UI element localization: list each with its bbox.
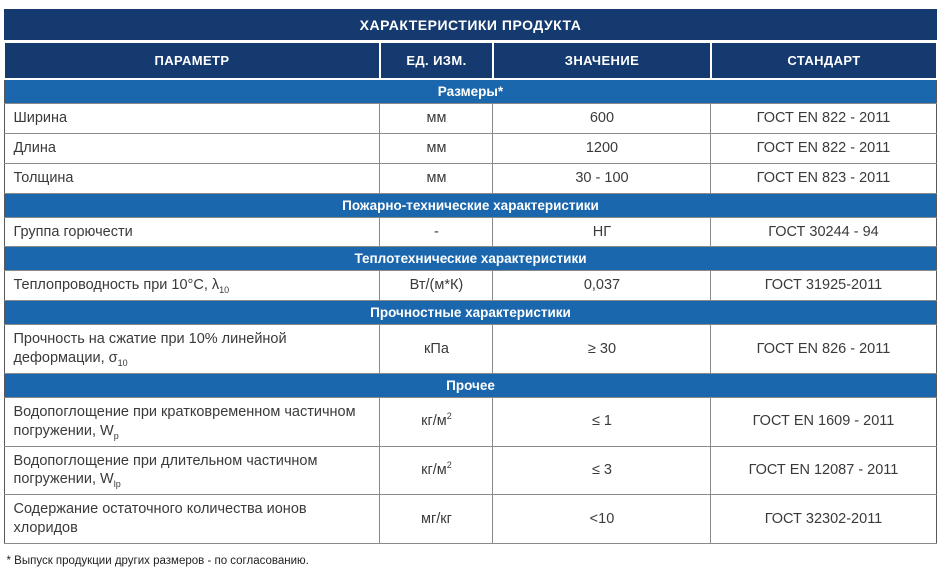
unit-cell: $кг/м^2$ xyxy=(380,397,493,446)
section-row xyxy=(5,301,936,325)
unit-cell: мм xyxy=(380,133,493,163)
table-title: ХАРАКТЕРИСТИКИ ПРОДУКТА xyxy=(5,10,936,42)
standard-cell: ГОСТ EN 12087 - 2011 xyxy=(711,446,936,495)
standard-cell: ГОСТ EN 822 - 2011 xyxy=(711,104,936,134)
value-cell: 30 - 100 xyxy=(493,163,711,193)
section-header: Теплотехнические характеристики xyxy=(5,247,936,271)
standard-cell: ГОСТ EN 826 - 2011 xyxy=(711,325,936,374)
parameter-cell: Водопоглощение при длительном частичном погружении, $W_{lp}$ xyxy=(5,446,380,495)
parameter-cell: Прочность на сжатие при 10% линейной деформации, $\sigma_{10}$ xyxy=(5,325,380,374)
parameter-cell: Теплопроводность при 10°С, $\lambda_{10}$ xyxy=(5,271,380,301)
standard-cell: ГОСТ EN 823 - 2011 xyxy=(711,163,936,193)
table-row xyxy=(5,133,936,163)
value-cell: 1200 xyxy=(493,133,711,163)
unit-cell: - xyxy=(380,217,493,247)
parameter-cell: Длина xyxy=(5,133,380,163)
parameter-cell: Содержание остаточного количества ионов хлоридов xyxy=(5,495,380,544)
column-header-unit: ЕД. ИЗМ. xyxy=(380,42,493,80)
standard-cell: ГОСТ EN 1609 - 2011 xyxy=(711,397,936,446)
parameter-cell: Группа горючести xyxy=(5,217,380,247)
table-row xyxy=(5,397,936,446)
standard-cell: ГОСТ 31925-2011 xyxy=(711,271,936,301)
section-row xyxy=(5,247,936,271)
unit-cell: мг/кг xyxy=(380,495,493,544)
table-header-row xyxy=(5,42,936,80)
value-cell: 0,037 xyxy=(493,271,711,301)
unit-cell: мм xyxy=(380,163,493,193)
column-header-standard: СТАНДАРТ xyxy=(711,42,936,80)
standard-cell: ГОСТ 30244 - 94 xyxy=(711,217,936,247)
table-row xyxy=(5,163,936,193)
unit-cell: Вт/(м*К) xyxy=(380,271,493,301)
table-body xyxy=(5,79,936,543)
table-row xyxy=(5,446,936,495)
unit-cell: мм xyxy=(380,104,493,134)
section-row xyxy=(5,193,936,217)
parameter-cell: Ширина xyxy=(5,104,380,134)
standard-cell: ГОСТ EN 822 - 2011 xyxy=(711,133,936,163)
value-cell: 600 xyxy=(493,104,711,134)
table-row xyxy=(5,271,936,301)
unit-cell: кПа xyxy=(380,325,493,374)
value-cell: НГ xyxy=(493,217,711,247)
section-header: Прочее xyxy=(5,373,936,397)
section-row xyxy=(5,79,936,104)
section-header: Размеры* xyxy=(5,79,936,104)
section-row xyxy=(5,373,936,397)
parameter-cell: Водопоглощение при кратковременном частичном погружении, $W_p$ xyxy=(5,397,380,446)
value-cell: ≤ 3 xyxy=(493,446,711,495)
standard-cell: ГОСТ 32302-2011 xyxy=(711,495,936,544)
section-header: Прочностные характеристики xyxy=(5,301,936,325)
column-header-value: ЗНАЧЕНИЕ xyxy=(493,42,711,80)
product-characteristics-table xyxy=(4,9,936,544)
section-header: Пожарно-технические характеристики xyxy=(5,193,936,217)
column-header-parameter: ПАРАМЕТР xyxy=(5,42,380,80)
value-cell: ≥ 30 xyxy=(493,325,711,374)
value-cell: ≤ 1 xyxy=(493,397,711,446)
table-row xyxy=(5,495,936,544)
table-row xyxy=(5,104,936,134)
value-cell: <10 xyxy=(493,495,711,544)
parameter-cell: Толщина xyxy=(5,163,380,193)
table-row xyxy=(5,217,936,247)
table-row xyxy=(5,325,936,374)
unit-cell: $кг/м^2$ xyxy=(380,446,493,495)
table-title-row xyxy=(5,10,936,42)
footnote: * Выпуск продукции других размеров - по согласованию. xyxy=(6,554,309,567)
